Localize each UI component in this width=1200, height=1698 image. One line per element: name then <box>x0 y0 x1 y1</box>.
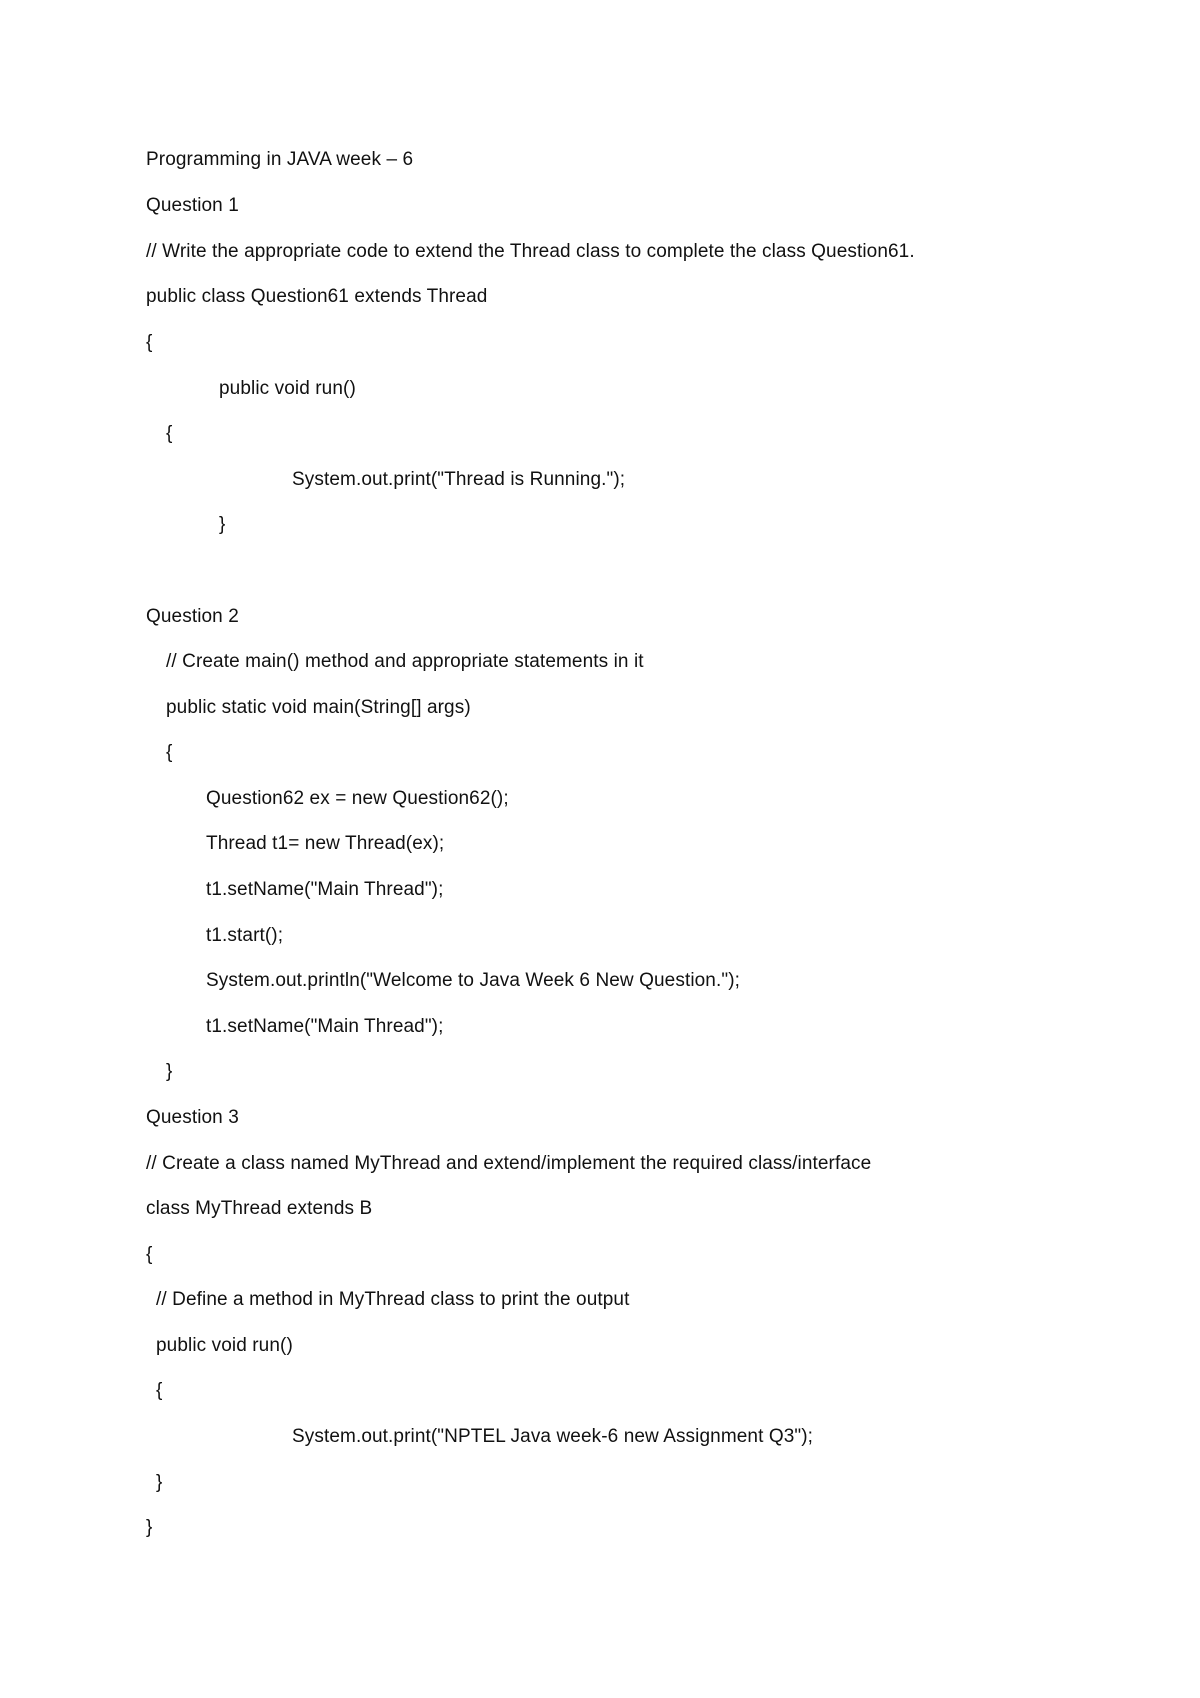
code-line: } <box>219 514 226 535</box>
code-line: t1.setName("Main Thread"); <box>206 1016 444 1037</box>
code-line: t1.start(); <box>206 925 284 946</box>
code-line: t1.setName("Main Thread"); <box>206 879 444 900</box>
code-line: } <box>156 1472 163 1493</box>
code-line: public void run() <box>156 1335 293 1356</box>
code-line: // Create a class named MyThread and extend/implement the required class/interface <box>146 1153 872 1174</box>
code-line: { <box>146 1244 153 1265</box>
code-line: { <box>166 423 173 444</box>
code-line: System.out.print("NPTEL Java week-6 new Assignment Q3"); <box>292 1426 814 1447</box>
question-2-heading: Question 2 <box>146 606 239 627</box>
code-line: class MyThread extends B <box>146 1198 373 1219</box>
code-line: { <box>146 332 153 353</box>
code-line: System.out.println("Welcome to Java Week 6 New Question."); <box>206 970 741 991</box>
document-title: Programming in JAVA week – 6 <box>146 149 414 170</box>
question-3-heading: Question 3 <box>146 1107 239 1128</box>
code-line: { <box>156 1380 163 1401</box>
code-line: public static void main(String[] args) <box>166 697 471 718</box>
code-line: // Define a method in MyThread class to print the output <box>156 1289 630 1310</box>
code-line: } <box>166 1061 173 1082</box>
code-line: // Write the appropriate code to extend the Thread class to complete the class Question61. <box>146 241 915 262</box>
question-1-heading: Question 1 <box>146 195 239 216</box>
code-line: public void run() <box>219 378 356 399</box>
code-line: Thread t1= new Thread(ex); <box>206 833 445 854</box>
code-line: } <box>146 1517 153 1538</box>
code-line: // Create main() method and appropriate statements in it <box>166 651 644 672</box>
code-line: Question62 ex = new Question62(); <box>206 788 509 809</box>
code-line: { <box>166 742 173 763</box>
code-line: public class Question61 extends Thread <box>146 286 488 307</box>
code-line: System.out.print("Thread is Running."); <box>292 469 626 490</box>
